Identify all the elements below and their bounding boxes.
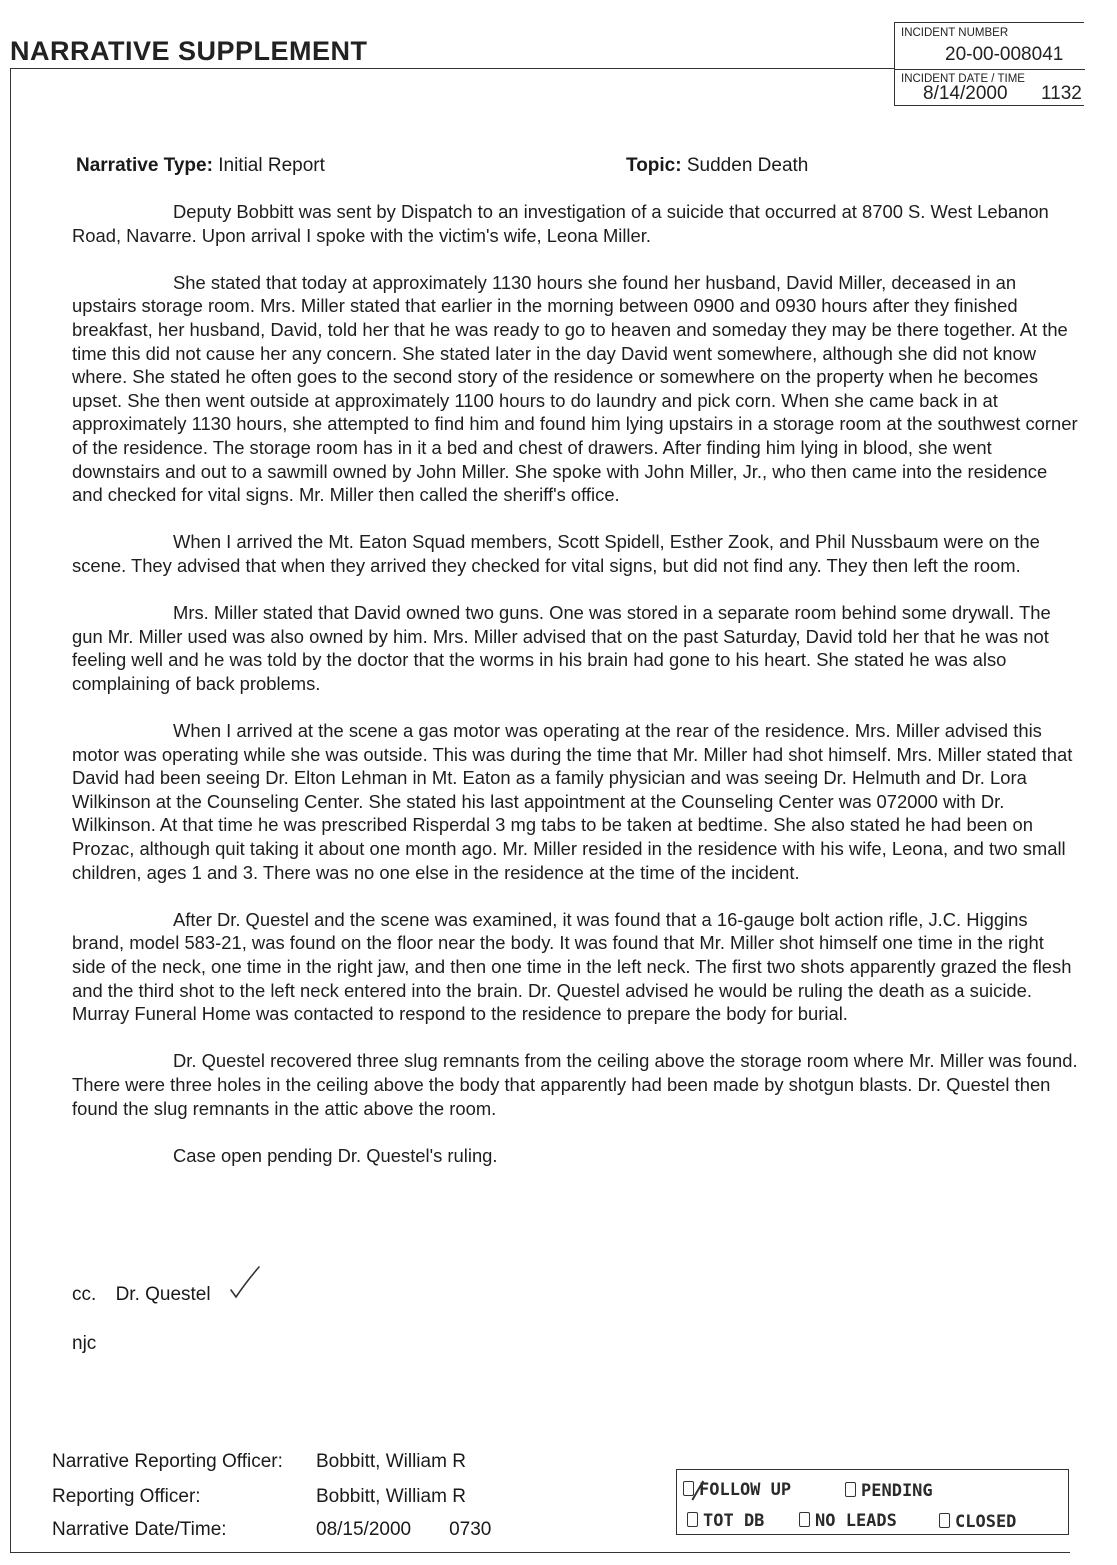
document-title: NARRATIVE SUPPLEMENT — [10, 36, 368, 66]
case-status-stamp — [676, 1469, 1069, 1535]
narrative-paragraph: Dr. Questel recovered three slug remnants from the ceiling above the storage room where Mr. Miller was found. There were three holes in the ceiling above the body that apparently had been made by shotgun blasts. Dr. Questel then found the slug remnants in the attic above the room. — [72, 1050, 1078, 1119]
incident-date: 8/14/2000 — [923, 83, 1008, 104]
narrative-paragraph: She stated that today at approximately 1130 hours she found her husband, David Miller, deceased in an upstairs storage room. Mrs. Miller stated that earlier in the morning between 0900 and 0930 hours after they finished breakfast, her husband, David, told her that he was ready to go to heaven and someday they may be there together. At the time this did not cause her any concern. She stated later in the day David went somewhere, although she did not know where. She stated he often goes to the second story of the residence or somewhere on the property when he becomes upset. She then went outside at approximately 1100 hours to do laundry and pick corn. When she came back in at approximately 1130 hours, she attempted to find him and found him lying upstairs in a storage room at the southwest corner of the residence. The storage room has in it a bed and chest of drawers. After finding him lying in blood, she went downstairs and out to a sawmill owned by John Miller. She spoke with John Miller, Jr., who then came into the residence and checked for vital signs. Mr. Miller then called the sheriff's office. — [72, 271, 1078, 506]
status-tot-db — [687, 1511, 764, 1531]
narrative-paragraph: When I arrived at the scene a gas motor was operating at the rear of the residence. Mrs. Miller advised this motor was operating while she was outside. This was during the time that Mr. Miller had shot himself. Mrs. Miller stated that David had been seeing Dr. Elton Lehman in Mt. Eaton as a family physician and was seeing Dr. Helmuth and Dr. Lora Wilkinson at the Counseling Center. She stated his last appointment at the Counseling Center was 072000 with Dr. Wilkinson. At that time he was prescribed Risperdal 3 mg tabs to be taken at bedtime. She also stated he had been on Prozac, although quit taking it about one month ago. Mr. Miller resided in the residence with his wife, Leona, and two small children, ages 1 and 3. There was no one else in the residence at the time of the incident. — [72, 720, 1073, 883]
narrative-topic — [626, 155, 808, 177]
incident-datetime-label: INCIDENT DATE / TIME — [901, 73, 1025, 85]
status-closed — [939, 1512, 1016, 1532]
closed-label: CLOSED — [955, 1512, 1017, 1532]
typist-initials: njc — [72, 1333, 97, 1354]
status-no-leads — [799, 1511, 897, 1531]
incident-time: 1132 — [1041, 83, 1082, 104]
incident-number-label: INCIDENT NUMBER — [901, 27, 1009, 39]
status-follow-up — [683, 1480, 791, 1500]
narrative-paragraph: When I arrived the Mt. Eaton Squad members, Scott Spidell, Esther Zook, and Phil Nussbaum were on the scene. They advised that when they arrived they checked for vital signs, but did not find any. They then left the room. — [72, 531, 1040, 576]
incident-info-box — [894, 22, 1084, 106]
status-pending — [845, 1481, 933, 1501]
topic-label: Topic: — [626, 155, 682, 176]
no-leads-checkbox-icon — [799, 1512, 810, 1527]
reporting-officer-row — [52, 1486, 466, 1508]
closed-checkbox-icon — [939, 1513, 950, 1528]
reporting-officer-name: Bobbitt, William R — [316, 1486, 466, 1507]
reporting-officer-label: Reporting Officer: — [52, 1486, 201, 1507]
follow-up-checkbox-icon — [683, 1481, 694, 1496]
pending-label: PENDING — [861, 1481, 933, 1501]
page-bottom-border — [10, 1552, 1070, 1553]
incident-number: 20-00-008041 — [945, 44, 1064, 65]
page-left-border — [10, 68, 11, 1553]
header-divider — [10, 68, 894, 69]
carbon-copy-line — [72, 1284, 211, 1306]
tot-db-label: TOT DB — [703, 1511, 765, 1531]
narrative-datetime-label: Narrative Date/Time: — [52, 1519, 227, 1540]
narrative-officer-label: Narrative Reporting Officer: — [52, 1451, 283, 1472]
incident-number-cell — [895, 23, 1085, 70]
narrative-officer-name: Bobbitt, William R — [316, 1451, 466, 1472]
narrative-paragraph: Deputy Bobbitt was sent by Dispatch to an investigation of a suicide that occurred at 8700 S. West Lebanon Road, Navarre. Upon arrival I spoke with the victim's wife, Leona Miller. — [72, 201, 1049, 246]
tot-db-checkbox-icon — [687, 1512, 698, 1527]
follow-up-label: FOLLOW UP — [699, 1480, 792, 1500]
narrative-date: 08/15/2000 — [316, 1519, 412, 1540]
topic-value: Sudden Death — [686, 155, 809, 176]
incident-datetime-cell — [895, 69, 1085, 107]
cc-recipient: Dr. Questel — [115, 1284, 211, 1305]
narrative-paragraph: Case open pending Dr. Questel's ruling. — [173, 1144, 498, 1166]
narrative-reporting-officer-row — [52, 1451, 466, 1473]
narrative-datetime-row — [52, 1519, 492, 1541]
no-leads-label: NO LEADS — [815, 1511, 897, 1531]
narrative-datetime-value — [316, 1519, 491, 1541]
handwritten-check-icon — [228, 1264, 264, 1304]
narrative-type-label: Narrative Type: — [76, 155, 213, 176]
narrative-paragraph: Mrs. Miller stated that David owned two guns. One was stored in a separate room behind some drywall. The gun Mr. Miller used was also owned by him. Mrs. Miller advised that on the past Saturday, David told her that he was not feeling well and he was told by the doctor that the worms in his brain had gone to his heart. She stated he was also complaining of back problems. — [72, 602, 1051, 694]
narrative-type — [76, 155, 325, 177]
narrative-type-value: Initial Report — [218, 155, 325, 176]
narrative-time: 0730 — [449, 1519, 492, 1540]
pending-checkbox-icon — [845, 1482, 856, 1497]
cc-label: cc. — [72, 1284, 97, 1305]
narrative-paragraph: After Dr. Questel and the scene was examined, it was found that a 16-gauge bolt action rifle, J.C. Higgins brand, model 583-21, was found on the floor near the body. It was found that Mr. Miller shot himself one time in the right side of the neck, one time in the right jaw, and then one time in the left neck. The first two shots apparently grazed the flesh and the third shot to the left neck entered into the brain. Dr. Questel advised he would be ruling the death as a suicide. Murray Funeral Home was contacted to respond to the residence to prepare the body for burial. — [72, 908, 1072, 1025]
narrative-body — [72, 200, 1082, 1191]
